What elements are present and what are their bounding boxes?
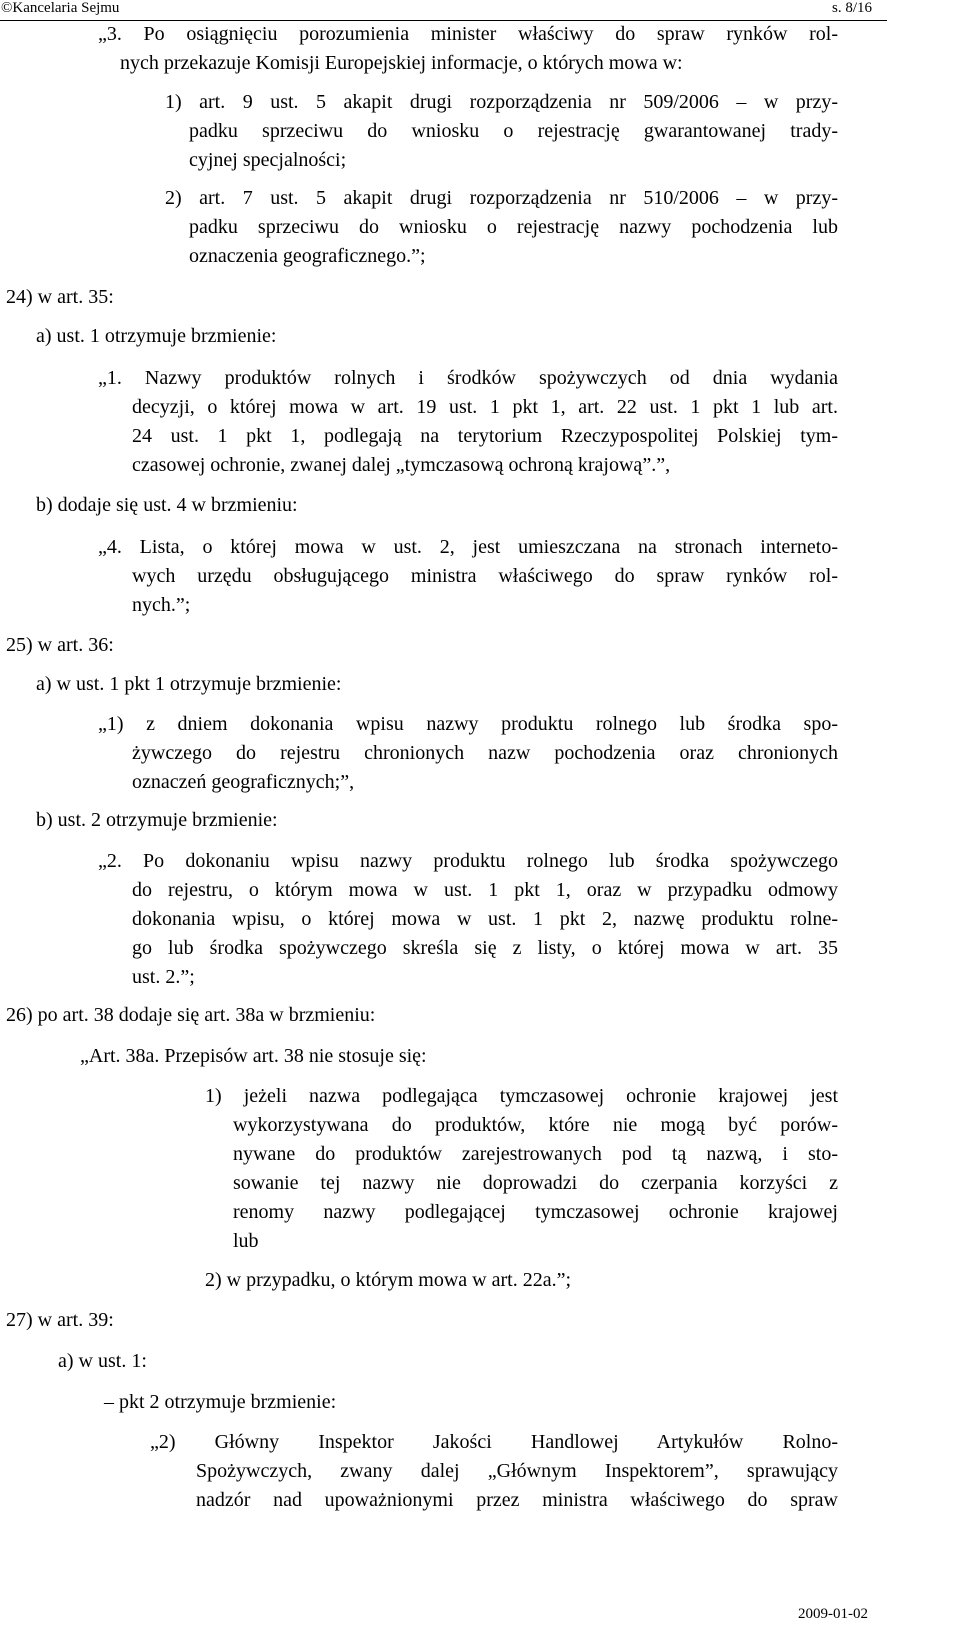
text-line: żywczego do rejestru chronionych nazw pochodzenia oraz chronionych [132, 742, 838, 764]
text-line: dokonania wpisu, o której mowa w ust. 1 pkt 2, nazwę produktu rolne- [132, 908, 838, 930]
text-line: „3. Po osiągnięciu porozumienia minister właściwy do spraw rynków rol- [98, 23, 838, 45]
list-item-1 [165, 88, 838, 175]
text-line: nywane do produktów zarejestrowanych pod tą nazwą, i sto- [233, 1143, 838, 1165]
point-25-b: b) ust. 2 otrzymuje brzmienie: [36, 809, 278, 831]
text-line: nych przekazuje Komisji Europejskiej informacje, o których mowa w: [120, 52, 683, 74]
text-line: nych.”; [132, 594, 191, 616]
quote-paragraph-3 [98, 20, 838, 78]
point-27: 27) w art. 39: [6, 1309, 114, 1331]
text-line: wykorzystywana do produktów, które nie mogą być porów- [233, 1114, 838, 1136]
text-line: do rejestru, o którym mowa w ust. 1 pkt 1, oraz w przypadku odmowy [132, 879, 838, 901]
text-line: padku sprzeciwu do wniosku o rejestrację gwarantowanej trady- [189, 120, 838, 142]
text-line: 1) jeżeli nazwa podlegająca tymczasowej ochronie krajowej jest [205, 1085, 838, 1107]
text-line: sowanie tej nazwy nie doprowadzi do czerpania korzyści z [233, 1172, 838, 1194]
point-27-a-dash: – pkt 2 otrzymuje brzmienie: [104, 1391, 337, 1413]
text-line: 1) art. 9 ust. 5 akapit drugi rozporządzenia nr 509/2006 – w przy- [165, 91, 838, 113]
art-38a-item-1 [205, 1082, 838, 1256]
quote-pkt-2 [150, 1428, 838, 1515]
text-line: 2) art. 7 ust. 5 akapit drugi rozporządzenia nr 510/2006 – w przy- [165, 187, 838, 209]
text-line: oznaczeń geograficznych;”, [132, 771, 355, 793]
text-line: „2. Po dokonaniu wpisu nazwy produktu rolnego lub środka spożywczego [98, 850, 838, 872]
text-line: „1. Nazwy produktów rolnych i środków spożywczych od dnia wydania [98, 367, 838, 389]
point-27-a: a) w ust. 1: [58, 1350, 147, 1372]
art-38a-item-2: 2) w przypadku, o którym mowa w art. 22a.”; [205, 1269, 572, 1291]
text-line: 24 ust. 1 pkt 1, podlegają na terytorium Rzeczypospolitej Polskiej tym- [132, 425, 838, 447]
text-line: oznaczenia geograficznego.”; [189, 245, 426, 267]
text-line: „4. Lista, o której mowa w ust. 2, jest umieszczana na stronach internetо- [98, 536, 838, 558]
header-page-number: s. 8/16 [831, 0, 872, 16]
quote-ust-4 [98, 533, 838, 620]
text-line: czasowej ochronie, zwanej dalej „tymczasową ochroną krajową”.”, [132, 454, 671, 476]
point-26: 26) po art. 38 dodaje się art. 38a w brzmieniu: [6, 1004, 376, 1026]
footer-date: 2009-01-02 [798, 1606, 868, 1622]
point-24-a: a) ust. 1 otrzymuje brzmienie: [36, 325, 277, 347]
text-line: renomy nazwy podlegającej tymczasowej ochronie krajowej [233, 1201, 838, 1223]
header-source: ©Kancelaria Sejmu [1, 0, 120, 16]
point-25-a: a) w ust. 1 pkt 1 otrzymuje brzmienie: [36, 673, 342, 695]
quote-ust-2 [98, 847, 838, 992]
point-25: 25) w art. 36: [6, 634, 114, 656]
text-line: cyjnej specjalności; [189, 149, 347, 171]
quote-pkt-1 [98, 710, 838, 797]
quote-ust-1 [98, 364, 838, 480]
text-line: nadzór nad upoważnionymi przez ministra właściwego do spraw [196, 1489, 838, 1511]
text-line: wych urzędu obsługującego ministra właściwego do spraw rynków rol- [132, 565, 838, 587]
point-24: 24) w art. 35: [6, 286, 114, 308]
page-header [0, 0, 887, 21]
text-line: decyzji, o której mowa w art. 19 ust. 1 pkt 1, art. 22 ust. 1 pkt 1 lub art. [132, 396, 838, 418]
quote-art-38a: „Art. 38a. Przepisów art. 38 nie stosuje się: [80, 1045, 427, 1067]
text-line: „1) z dniem dokonania wpisu nazwy produktu rolnego lub środka spo- [98, 713, 838, 735]
list-item-2 [165, 184, 838, 271]
point-24-b: b) dodaje się ust. 4 w brzmieniu: [36, 494, 298, 516]
text-line: Spożywczych, zwany dalej „Głównym Inspektorem”, sprawujący [196, 1460, 838, 1482]
text-line: ust. 2.”; [132, 966, 195, 988]
text-line: „2) Główny Inspektor Jakości Handlowej Artykułów Rolno- [150, 1431, 838, 1453]
text-line: padku sprzeciwu do wniosku o rejestrację nazwy pochodzenia lub [189, 216, 838, 238]
text-line: lub [233, 1230, 259, 1252]
text-line: go lub środka spożywczego skreśla się z listy, o której mowa w art. 35 [132, 937, 838, 959]
